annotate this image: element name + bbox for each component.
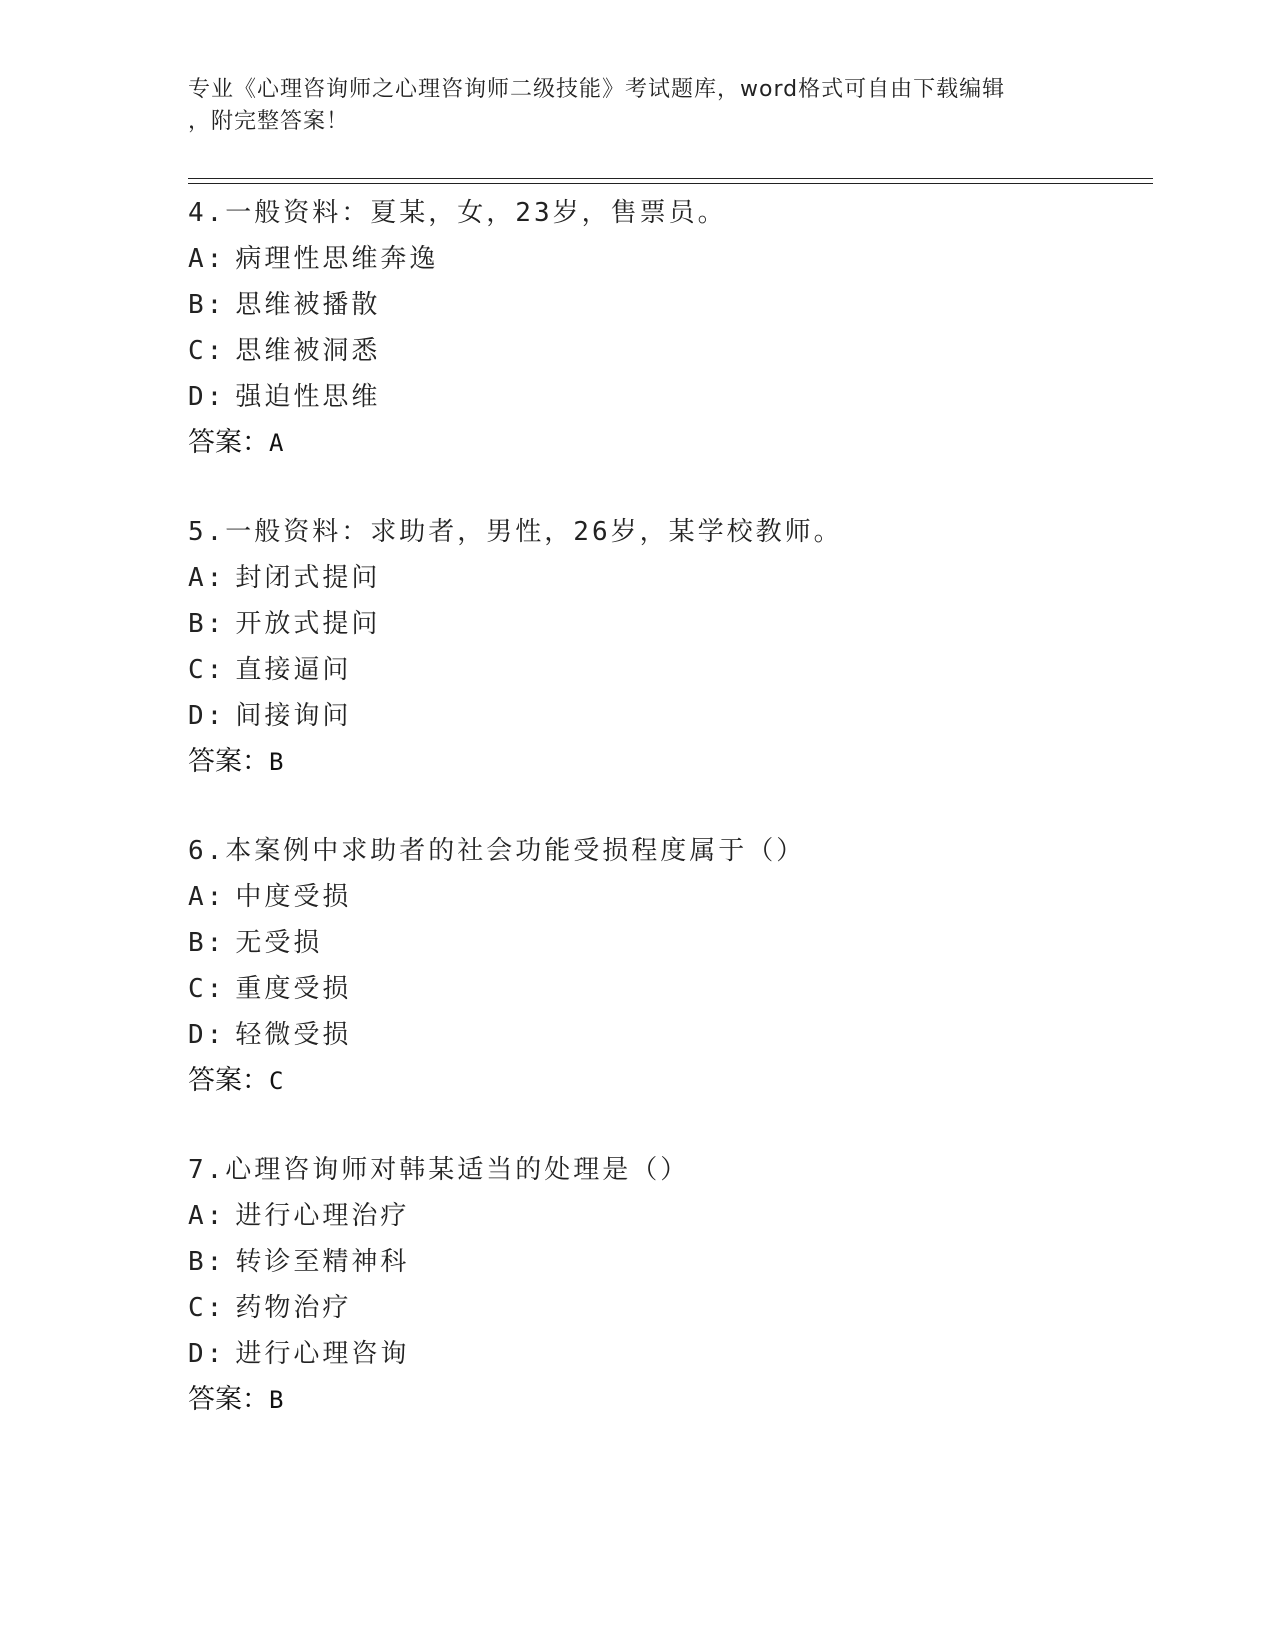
- option-label: D:: [188, 1339, 226, 1369]
- header-divider-top: [188, 178, 1153, 179]
- option-text: 进行心理治疗: [235, 1201, 410, 1231]
- option-label: D:: [188, 382, 226, 412]
- option-text: 中度受损: [235, 882, 352, 912]
- option-label: A:: [188, 882, 226, 912]
- option-d: [188, 1012, 1148, 1058]
- header-line-1: 专业《心理咨询师之心理咨询师二级技能》考试题库，word格式可自由下载编辑: [188, 77, 1006, 102]
- answer-label: 答案：: [188, 746, 269, 777]
- header-divider-bottom: [188, 183, 1153, 184]
- question-stem: 5.一般资料：求助者，男性，26岁，某学校教师。: [188, 517, 843, 547]
- document-header: [188, 74, 1088, 138]
- option-label: A:: [188, 563, 226, 593]
- option-d: [188, 693, 1148, 739]
- option-text: 药物治疗: [235, 1293, 352, 1323]
- question-block: [188, 828, 1148, 1104]
- option-b: [188, 920, 1148, 966]
- question-stem: 6.本案例中求助者的社会功能受损程度属于（）: [188, 836, 806, 866]
- option-label: A:: [188, 244, 226, 274]
- answer-line: [188, 1377, 1148, 1423]
- option-text: 开放式提问: [235, 609, 381, 639]
- option-a: [188, 555, 1148, 601]
- option-label: B:: [188, 290, 226, 320]
- option-text: 转诊至精神科: [235, 1247, 410, 1277]
- question-stem: 4.一般资料：夏某，女，23岁，售票员。: [188, 198, 727, 228]
- answer-line: [188, 739, 1148, 785]
- option-c: [188, 647, 1148, 693]
- answer-label: 答案：: [188, 1384, 269, 1415]
- option-text: 强迫性思维: [235, 382, 381, 412]
- option-d: [188, 374, 1148, 420]
- answer-value: C: [269, 1067, 284, 1095]
- option-text: 思维被播散: [235, 290, 381, 320]
- option-label: B:: [188, 1247, 226, 1277]
- answer-line: [188, 1058, 1148, 1104]
- option-text: 进行心理咨询: [235, 1339, 410, 1369]
- header-line-2: ，附完整答案！: [188, 109, 350, 134]
- option-label: A:: [188, 1201, 226, 1231]
- option-label: B:: [188, 928, 226, 958]
- option-a: [188, 874, 1148, 920]
- answer-value: B: [269, 748, 284, 776]
- option-label: C:: [188, 655, 226, 685]
- answer-value: A: [269, 429, 284, 457]
- answer-line: [188, 420, 1148, 466]
- option-a: [188, 236, 1148, 282]
- option-label: C:: [188, 336, 226, 366]
- question-block: [188, 509, 1148, 785]
- question-stem: 7.心理咨询师对韩某适当的处理是（）: [188, 1155, 690, 1185]
- option-text: 病理性思维奔逸: [235, 244, 439, 274]
- answer-label: 答案：: [188, 1065, 269, 1096]
- option-b: [188, 1239, 1148, 1285]
- question-block: [188, 1147, 1148, 1423]
- option-label: D:: [188, 1020, 226, 1050]
- option-c: [188, 966, 1148, 1012]
- option-text: 间接询问: [235, 701, 352, 731]
- option-b: [188, 601, 1148, 647]
- option-label: D:: [188, 701, 226, 731]
- option-text: 无受损: [235, 928, 323, 958]
- option-text: 思维被洞悉: [235, 336, 381, 366]
- answer-label: 答案：: [188, 427, 269, 458]
- option-text: 直接逼问: [235, 655, 352, 685]
- option-label: C:: [188, 1293, 226, 1323]
- option-text: 封闭式提问: [235, 563, 381, 593]
- option-a: [188, 1193, 1148, 1239]
- answer-value: B: [269, 1386, 284, 1414]
- option-c: [188, 1285, 1148, 1331]
- option-text: 重度受损: [235, 974, 352, 1004]
- option-label: C:: [188, 974, 226, 1004]
- option-b: [188, 282, 1148, 328]
- option-d: [188, 1331, 1148, 1377]
- option-label: B:: [188, 609, 226, 639]
- option-c: [188, 328, 1148, 374]
- option-text: 轻微受损: [235, 1020, 352, 1050]
- question-block: [188, 190, 1148, 466]
